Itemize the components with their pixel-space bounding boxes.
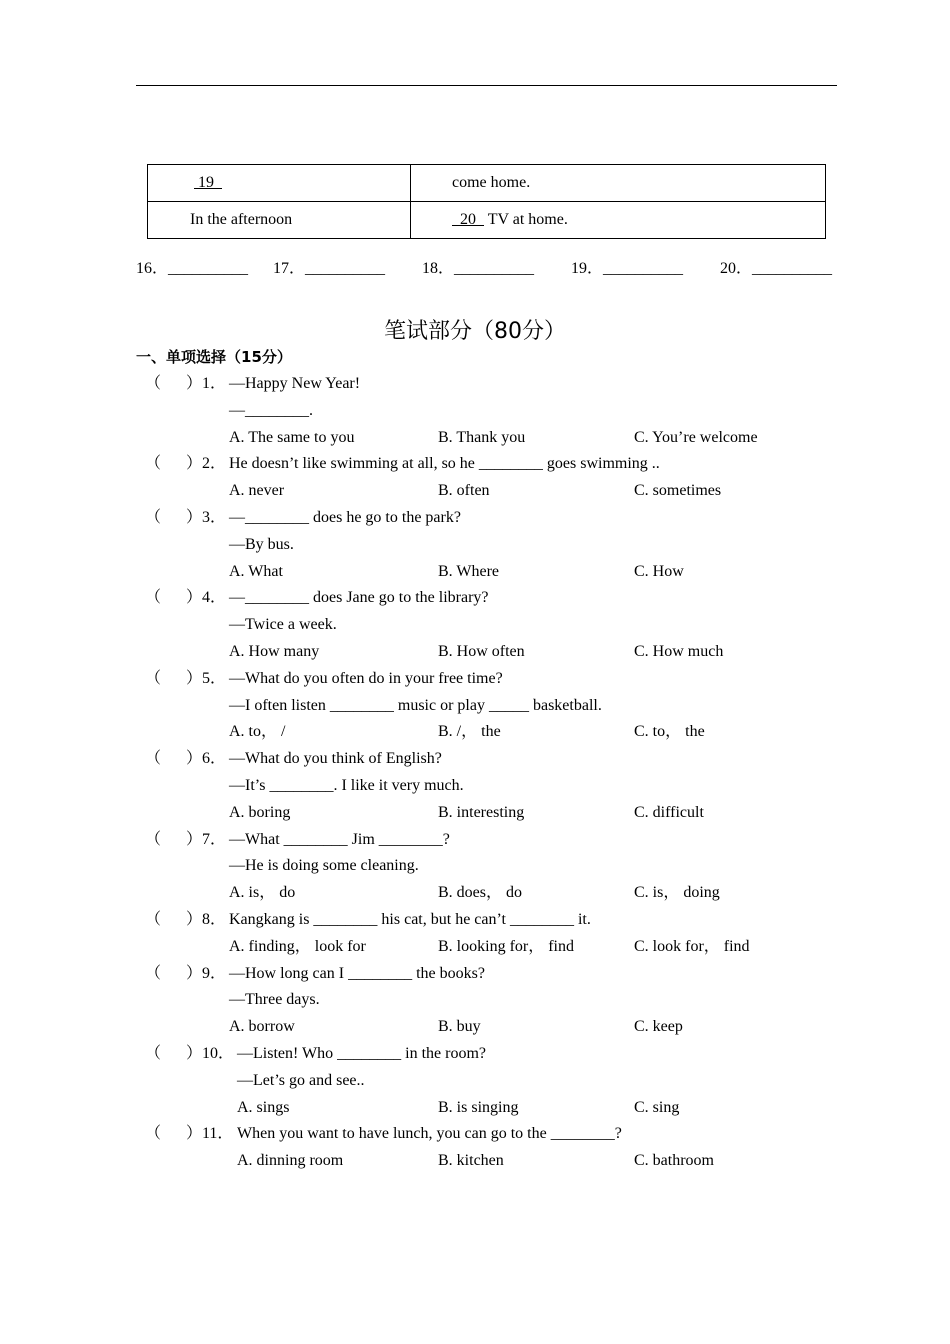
question-text: —I often listen ________ music or play _____ basketball. [229,696,602,714]
question-text: Kangkang is ________ his cat, but he can’t ________ it. [229,911,591,928]
schedule-table [147,164,826,239]
option-a[interactable]: A. borrow [229,1018,295,1036]
question-number: 4． [202,589,227,607]
answer-paren-close: ） [186,964,203,982]
question-text: When you want to have lunch, you can go to the ________? [237,1125,622,1143]
table-cell: In the afternoon [148,202,411,239]
question-text: —What do you think of English? [229,750,442,768]
answer-paren-open[interactable]: （ [145,589,162,607]
option-c[interactable]: C. difficult [634,803,704,821]
answer-paren-open[interactable]: （ [145,669,162,687]
option-b[interactable]: B. Thank you [438,428,526,446]
answer-paren-open[interactable]: （ [145,375,162,392]
option-a[interactable]: A. What [229,562,283,580]
option-c[interactable]: C. sometimes [634,482,722,500]
answer-paren-close: ） [186,589,203,607]
answer-blank-20[interactable]: 20．__________ [720,260,833,277]
written-part-title: 笔试部分（80分） [384,319,566,344]
answer-paren-close: ） [186,1045,203,1062]
question-number: 9． [202,964,227,982]
answer-paren-open[interactable]: （ [145,509,162,526]
answer-paren-close: ） [186,669,203,687]
option-a[interactable]: A. boring [229,803,291,821]
question-text: —What ________ Jim ________? [229,830,450,848]
option-a[interactable]: A. The same to you [229,428,355,446]
blank-number: 20 [460,211,476,228]
question-number: 10． [202,1045,235,1062]
option-c[interactable]: C. is， doing [634,884,720,902]
question-number: 8． [202,911,227,928]
option-b[interactable]: B. kitchen [438,1152,504,1170]
option-b[interactable]: B. often [438,482,490,500]
answer-blank-17[interactable]: 17．__________ [273,260,386,277]
answer-paren-close: ） [186,830,203,848]
option-a[interactable]: A. to， / [229,723,286,741]
header-rule [136,85,837,86]
option-c[interactable]: C. sing [634,1098,680,1116]
option-c[interactable]: C. look for， find [634,937,750,955]
question-text: —It’s ________. I like it very much. [229,777,464,794]
answer-blank-18[interactable]: 18．__________ [422,260,535,277]
option-a[interactable]: A. sings [237,1098,290,1116]
answer-paren-open[interactable]: （ [145,1045,162,1062]
question-text: —Twice a week. [229,616,337,634]
question-text: —________. [229,401,313,419]
option-a[interactable]: A. How many [229,643,320,660]
question-number: 2． [202,455,227,473]
question-text: —How long can I ________ the books? [229,964,485,982]
answer-paren-close: ） [186,1125,203,1143]
option-b[interactable]: B. interesting [438,803,525,821]
option-b[interactable]: B. does， do [438,884,523,902]
option-c[interactable]: C. How much [634,643,724,660]
option-c[interactable]: C. How [634,562,684,580]
option-b[interactable]: B. /， the [438,723,501,741]
question-text: —He is doing some cleaning. [229,857,419,875]
table-cell: 20 TV at home. [411,202,826,239]
question-text: —________ does he go to the park? [229,509,461,526]
answer-paren-close: ） [186,375,203,392]
question-text: —Three days. [229,991,320,1009]
answer-blank-19[interactable]: 19．__________ [571,260,684,277]
table-cell [148,165,411,202]
option-a[interactable]: A. finding， look for [229,937,366,955]
question-number: 3． [202,509,227,526]
option-c[interactable]: C. to， the [634,723,705,741]
answer-paren-close: ） [186,911,203,928]
answer-paren-open[interactable]: （ [145,911,162,928]
question-number: 1． [202,375,227,392]
answer-paren-close: ） [186,455,203,473]
option-a[interactable]: A. dinning room [237,1152,344,1170]
option-c[interactable]: C. keep [634,1018,683,1036]
answer-paren-open[interactable]: （ [145,964,162,982]
question-number: 11． [202,1125,234,1143]
question-text: —Let’s go and see.. [237,1071,365,1089]
question-number: 5． [202,669,227,687]
option-b[interactable]: B. looking for， find [438,937,574,955]
section-title: 一、单项选择（15分） [136,348,292,366]
option-a[interactable]: A. is， do [229,884,296,902]
blank-number: 19 [198,174,214,191]
question-text: —What do you often do in your free time? [229,669,503,687]
answer-blanks [136,255,837,275]
answer-paren-open[interactable]: （ [145,1125,162,1143]
table-row [148,165,826,202]
answer-paren-close: ） [186,750,203,768]
answer-paren-open[interactable]: （ [145,455,162,473]
option-c[interactable]: C. bathroom [634,1152,714,1170]
option-b[interactable]: B. buy [438,1018,481,1036]
question-text: —________ does Jane go to the library? [229,589,489,607]
table-cell: come home. [411,165,826,202]
table-row [148,202,826,239]
question-text: —By bus. [229,535,294,553]
answer-paren-open[interactable]: （ [145,830,162,848]
question-text: —Happy New Year! [229,375,361,392]
answer-blank-16[interactable]: 16．__________ [136,260,249,277]
answer-paren-open[interactable]: （ [145,750,162,768]
option-b[interactable]: B. Where [438,562,500,580]
question-text: —Listen! Who ________ in the room? [237,1045,486,1062]
question-text: He doesn’t like swimming at all, so he ________ goes swimming .. [229,455,660,473]
answer-paren-close: ） [186,509,203,526]
option-a[interactable]: A. never [229,482,285,500]
option-c[interactable]: C. You’re welcome [634,428,758,446]
option-b[interactable]: B. is singing [438,1098,519,1116]
option-b[interactable]: B. How often [438,643,525,660]
question-number: 7． [202,830,227,848]
question-number: 6． [202,750,227,768]
